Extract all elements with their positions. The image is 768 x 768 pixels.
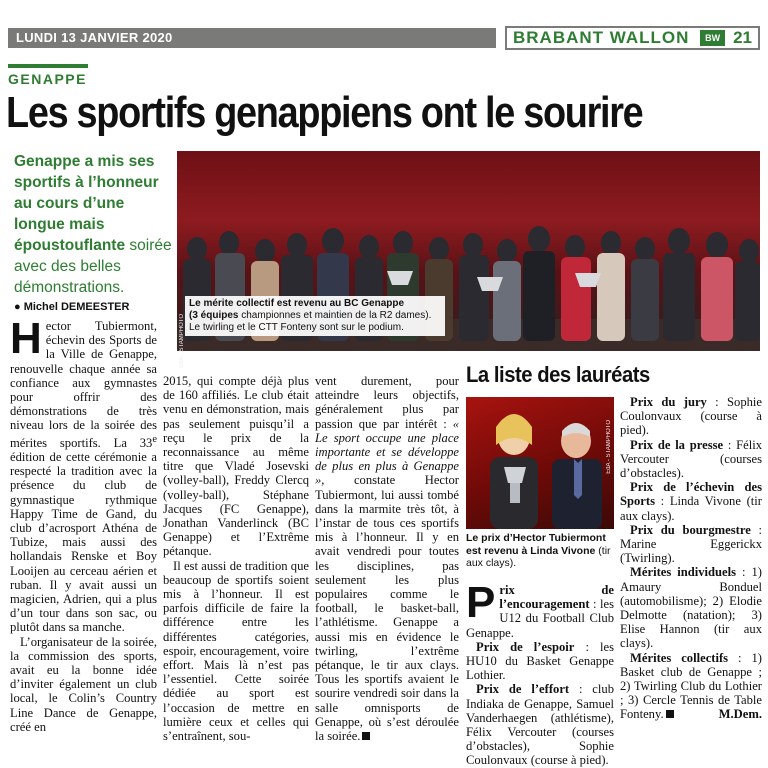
laureat-photo — [466, 397, 614, 529]
dropcap-p: P — [466, 578, 496, 627]
effort-value: : club Indiaka de Genappe, Samuel Vanderhaegen (athlétisme), Félix Vercouter (courses d’obstacles), Sophie Coulonvaux (course à pied). — [466, 682, 614, 768]
laureat-caption-rest: (tir aux clays). — [466, 544, 611, 569]
caption-bold: Le mérite collectif est revenu au BC Genappe — [189, 298, 405, 309]
collectifs-label: Mérites collectifs — [630, 650, 729, 665]
article-column-3 — [315, 374, 459, 743]
author-byline: ● Michel DEMEESTER — [14, 301, 130, 313]
col3-text1: vent durement, pour atteindre leurs objectifs, généralement plus par passion que par intérêt : — [315, 374, 459, 431]
individuels-label: Mérites individuels — [630, 565, 737, 580]
section-header — [505, 26, 760, 50]
main-photo-caption — [185, 296, 445, 336]
laureat-illustration — [466, 397, 614, 529]
col1-sup: e — [152, 433, 157, 445]
jury-label: Prix du jury — [630, 395, 707, 409]
laureats-title: La liste des lauréats — [466, 362, 650, 387]
dropcap-h: H — [10, 314, 42, 363]
signature: M.Dem. — [718, 707, 762, 722]
region-badge: BW — [700, 30, 725, 46]
laureat-caption-bold: Le prix d’Hector Tubiermont est revenu à Linda Vivone — [466, 532, 606, 557]
col2-para2: Il est aussi de tradition que beaucoup de sportifs soient mis à l’honneur. Il est parfois difficile de faire la différence entre les différentes catégories, espoir, encouragement, voire effort. Mais là n’est pas l’essentiel. Cette soirée dédiée au sport est l’occasion de mettre en lumière ceux et celles qui s’entraînent, sou- — [163, 558, 309, 744]
col1-text2: édition de cette cérémonie a respecté la tradition avec la présence du club de gymnastique rythmique Happy Time de Gand, du club d’acrosport Athéna de Tubize, mais aussi des hollandais Renske et Boy Looijen au cerceau aérien et ruban. Il y avait aussi un magicien, Adrien, qui a plus d’un tour dans son sac, ou plutôt dans sa manche. — [10, 450, 157, 635]
col1-para2: L’organisateur de la soirée, la commission des sports, avait eu la bonne idée d’inviter également un club local, le Colin’s Country Line Dance de Genappe, créé en — [10, 634, 157, 734]
article-column-1 — [10, 314, 157, 734]
individuels-value: : 1) Amaury Bonduel (automobilisme); 2) Elodie Delmotte (natation); 3) Elise Hannon (tir aux clays). — [620, 565, 762, 651]
effort-label: Prix de l’effort — [476, 682, 570, 697]
main-photo-credit: EdA - STAMPHOTO — [179, 314, 185, 368]
issue-date: LUNDI 13 JANVIER 2020 — [16, 30, 173, 45]
kicker: GENAPPE — [8, 71, 87, 87]
laureats-column-1 — [466, 578, 614, 768]
kicker-rule — [8, 64, 88, 68]
caption-rest: championnes et maintien de la R2 dames). Le twirling et le CTT Fonteny sont sur le podium. — [189, 310, 432, 333]
echevin-value: : Linda Vivone (tir aux clays). — [620, 494, 762, 523]
col1-text1: ector Tubiermont, échevin des Sports de la Ville de Genappe, renouvelle chaque année sa confiance aux gymnastes pour offrir des démonstrations de très niveau lors de la soirée des mérites sportifs. La 33 — [10, 319, 157, 450]
espoir-value: : les HU10 du Basket Genappe Lothier. — [466, 639, 614, 683]
bourgmestre-value: : Marine Eggerickx (Twirling). — [620, 522, 762, 566]
author-name: Michel DEMEESTER — [23, 301, 130, 313]
lede — [14, 151, 172, 298]
lede-normal: soirée avec des belles démonstrations. — [14, 237, 172, 296]
encouragement-value: : les U12 du Football Club Genappe. — [466, 597, 614, 640]
date-bar — [8, 28, 496, 48]
collectifs-value: : 1) Basket club de Genappe ; 2) Twirling Club du Lothier ; 3) Cercle Tennis de Table Fonteny. — [620, 650, 763, 722]
caption-teams: (3 équipes — [189, 310, 239, 321]
bourgmestre-label: Prix du bourgmestre — [630, 522, 751, 537]
end-mark-2 — [666, 710, 674, 718]
article-column-2 — [163, 374, 309, 743]
end-mark — [362, 732, 370, 740]
lede-bold: Genappe a mis ses sportifs à l’honneur au cours d’une longue mais époustouflante — [14, 153, 159, 254]
laureat-photo-credit: EdA - STAMPHOTO — [606, 420, 612, 474]
col3-quote: « Le sport occupe une place importante et se développe de plus en plus à Genappe » — [315, 416, 459, 488]
encouragement-label: rix de l’encouragement — [499, 583, 614, 612]
echevin-label: Prix de l’échevin des Sports — [620, 480, 762, 509]
presse-value: : Félix Vercouter (courses d’obstacles). — [620, 437, 762, 481]
col2-para1: 2015, qui compte déjà plus de 160 affiliés. Le club était venu en démonstration, mais pas seulement puisqu’il a reçu le prix de la reconnaissance au même titre que Vladé Josevski (volley-ball), Freddy Clercq (volley-ball), Stéphane Jacques (FC Genappe), Jonathan Vanderlinck (BC Genappe) et l’Extrême pétanque. — [163, 374, 309, 559]
headline: Les sportifs genappiens ont le sourire — [6, 88, 643, 137]
col3-text2: , constate Hector Tubiermont, lui aussi tombé dans la marmite très tôt, à l’instar de tous ces sportifs mis à l’honneur. Il y en avait vendredi pour toutes les disciplines, pas seulement les plus populaires comme le football, le basket-ball, l’athlétisme. Genappe a aussi mis en évidence le twirling, l’extrême pétanque, le tir aux clays. Tous les sportifs avaient le sourire vendredi soir dans la salle omnisports de Genappe, où s’est déroulée la soirée. — [315, 473, 459, 744]
region-name: BRABANT WALLON — [513, 28, 690, 47]
presse-label: Prix de la presse — [630, 437, 724, 452]
laureats-column-2 — [620, 395, 762, 722]
jury-value: : Sophie Coulonvaux (course à pied). — [620, 395, 762, 438]
page-number: 21 — [733, 28, 752, 47]
espoir-label: Prix de l’espoir — [476, 639, 575, 654]
laureat-caption — [466, 532, 616, 570]
